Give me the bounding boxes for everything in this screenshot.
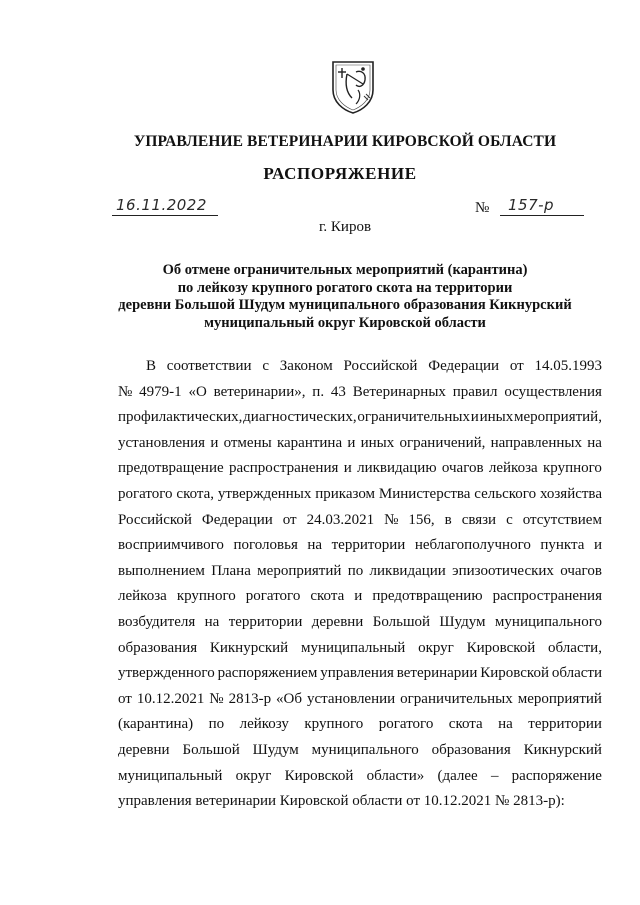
body-line: управления ветеринарии Кировской области от 10.12.2021 № 2813-р): [118,793,565,810]
body-line: Российской Федерации от 24.03.2021 № 156, в связи с отсутствием [118,511,602,528]
handwritten-number: 157-р [508,196,555,214]
number-sign: № [475,200,490,216]
number-field [500,195,584,216]
handwritten-date: 16.11.2022 [116,196,207,214]
body-paragraph [118,354,602,815]
subject-line: по лейкозу крупного рогатого скота на территории [177,279,513,296]
subject-line: деревни Большой Шудум муниципального образования Кикнурский [118,297,572,313]
kirov-coat-of-arms-icon [330,60,376,114]
city-label: г. Киров [318,219,372,235]
body-line: деревни Большой Шудум муниципального образования Кикнурский [118,741,602,758]
body-line: утвержденного распоряжением управления ветеринарии Кировской области [118,665,602,682]
body-line: В соответствии с Законом Российской Федерации от 14.05.1993 [146,358,602,374]
body-line: от 10.12.2021 № 2813-р «Об установлении ограничительных мероприятий [118,690,602,707]
document-type-heading: РАСПОРЯЖЕНИЕ [263,164,417,183]
body-line: образования Кикнурский муниципальный округ Кировской области, [118,639,602,656]
body-line: рогатого скота, утвержденных приказом Министерства сельского хозяйства [118,485,602,502]
document-subject [100,262,590,332]
body-line: восприимчивого поголовья на территории неблагополучного пункта и [118,537,602,554]
body-line: предотвращение распространения и ликвидацию очагов лейкоза крупного [118,460,602,477]
body-line: установления и отмены карантина и иных ограничений, направленных на [118,434,602,451]
subject-line: Об отмене ограничительных мероприятий (карантина) [162,262,528,278]
body-line: профилактических, диагностических, ограничительных и иных мероприятий, [118,409,602,426]
body-line: возбудителя на территории деревни Большой Шудум муниципального [118,613,602,630]
body-line: выполнением Плана мероприятий по ликвидации эпизоотических очагов [118,562,602,579]
date-field [112,195,218,216]
body-line: (карантина) по лейкозу крупного рогатого скота на территории [118,716,602,733]
body-line: лейкоза крупного рогатого скота и предотвращению распространения [118,588,602,605]
body-line: № 4979-1 «О ветеринарии», п. 43 Ветеринарных правил осуществления [118,383,602,400]
organization-title: УПРАВЛЕНИЕ ВЕТЕРИНАРИИ КИРОВСКОЙ ОБЛАСТИ [133,133,557,150]
body-line: муниципальный округ Кировской области» (далее – распоряжение [118,767,602,784]
subject-line: муниципальный округ Кировской области [204,314,486,331]
